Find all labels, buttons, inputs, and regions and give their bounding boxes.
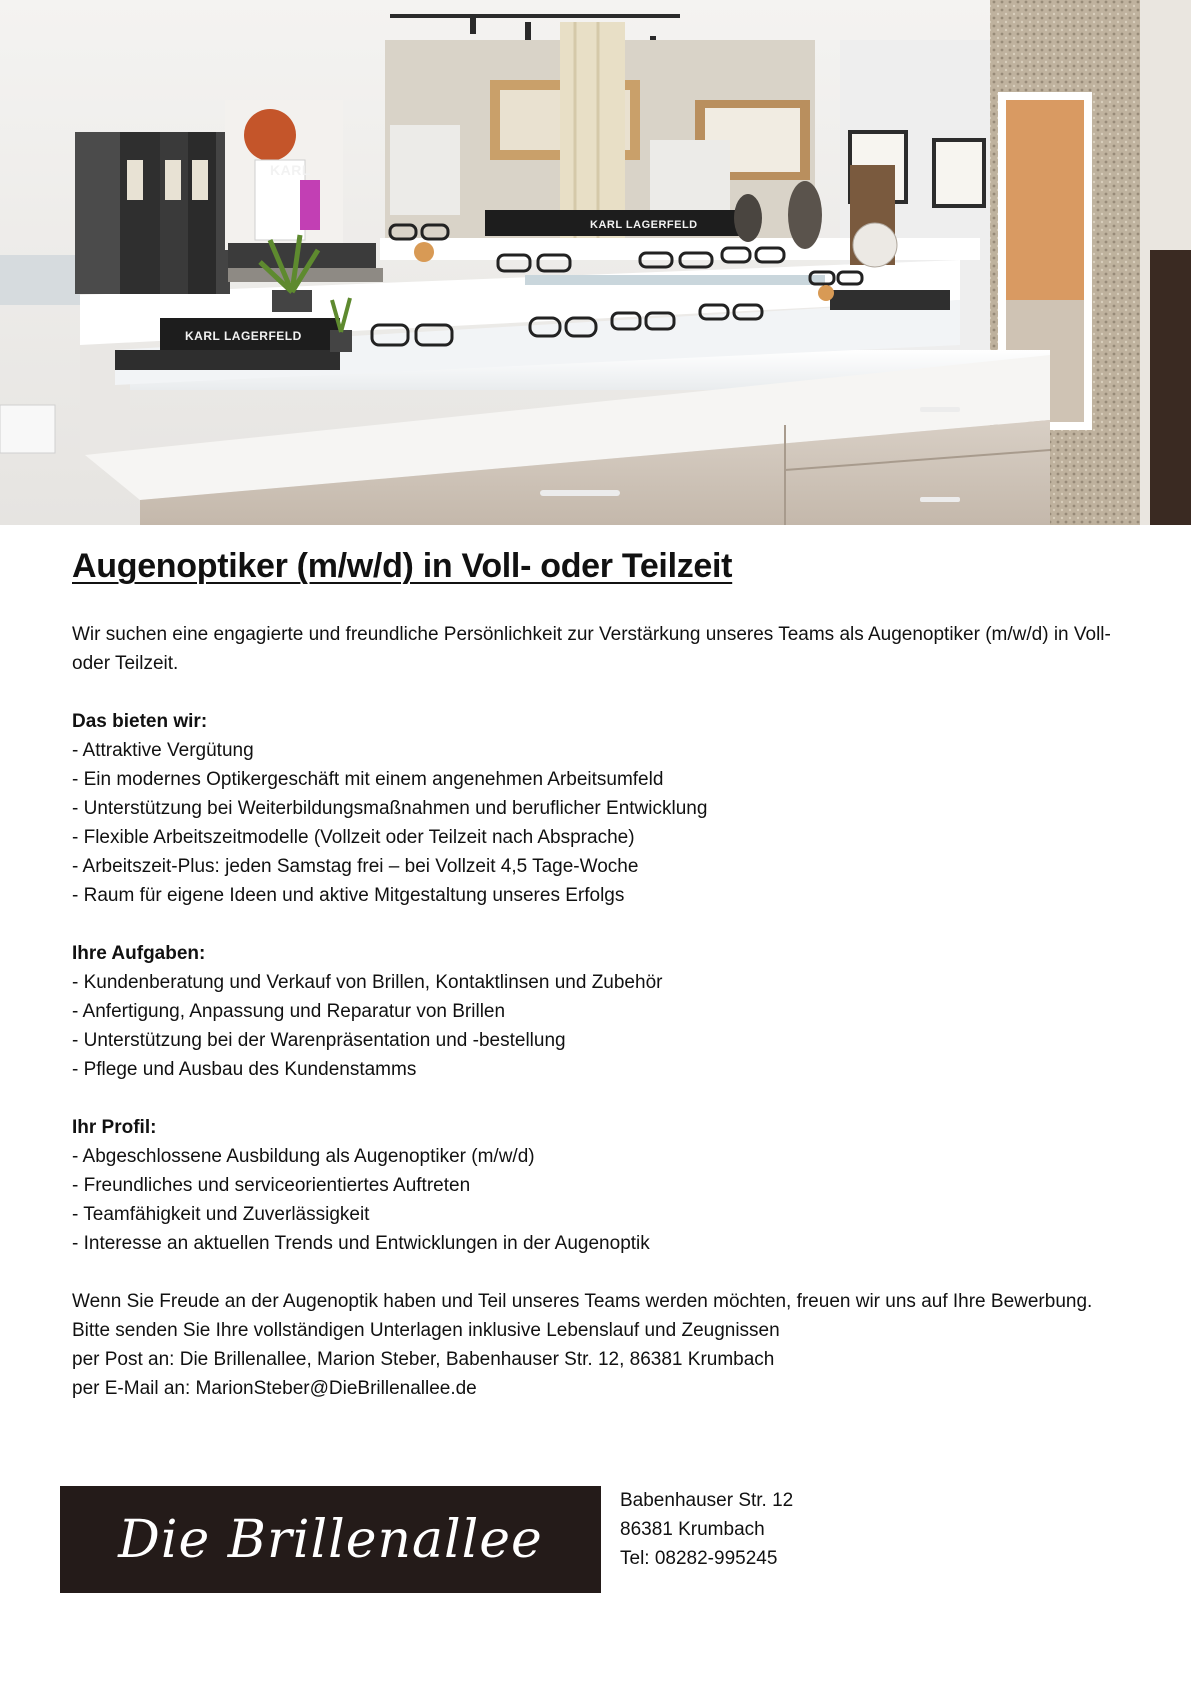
section-heading: Ihre Aufgaben: xyxy=(72,943,206,964)
closing-block xyxy=(72,1287,1132,1403)
city-address: 86381 Krumbach xyxy=(620,1519,765,1540)
logo-text: Die Brillenallee xyxy=(118,1509,543,1570)
postal-address: per Post an: Die Brillenallee, Marion Steber, Babenhauser Str. 12, 86381 Krumbach xyxy=(72,1349,775,1370)
application-instructions: Bitte senden Sie Ihre vollständigen Unterlagen inklusive Lebenslauf und Zeugnissen xyxy=(72,1320,780,1341)
profile-list xyxy=(72,1142,1132,1258)
job-title: Augenoptiker (m/w/d) in Voll- oder Teilzeit xyxy=(72,547,733,585)
section-heading: Ihr Profil: xyxy=(72,1117,157,1138)
list-item: - Abgeschlossene Ausbildung als Augenoptiker (m/w/d) xyxy=(72,1146,535,1167)
section-benefits xyxy=(72,707,1132,910)
section-heading: Das bieten wir: xyxy=(72,711,208,732)
list-item: - Unterstützung bei Weiterbildungsmaßnahmen und beruflicher Entwicklung xyxy=(72,798,708,819)
email-address[interactable]: per E-Mail an: MarionSteber@DieBrillenallee.de xyxy=(72,1378,477,1399)
list-item: - Ein modernes Optikergeschäft mit einem angenehmen Arbeitsumfeld xyxy=(72,769,664,790)
list-item: - Attraktive Vergütung xyxy=(72,740,254,761)
store-photo xyxy=(0,0,1191,525)
list-item: - Freundliches und serviceorientiertes Auftreten xyxy=(72,1175,471,1196)
phone-number: Tel: 08282-995245 xyxy=(620,1548,778,1569)
list-item: - Flexible Arbeitszeitmodelle (Vollzeit oder Teilzeit nach Absprache) xyxy=(72,827,635,848)
section-profile xyxy=(72,1113,1132,1258)
list-item: - Anfertigung, Anpassung und Reparatur von Brillen xyxy=(72,1001,506,1022)
brand-sign-left: KARL LAGERFELD xyxy=(185,329,302,343)
benefits-list xyxy=(72,736,1132,910)
closing-text: Wenn Sie Freude an der Augenoptik haben und Teil unseres Teams werden möchten, freuen wir uns auf Ihre Bewerbung. xyxy=(72,1291,1093,1312)
tasks-list xyxy=(72,968,1132,1084)
company-logo xyxy=(60,1486,601,1593)
brand-sign-top: KARL LAGERFELD xyxy=(590,219,698,231)
list-item: - Kundenberatung und Verkauf von Brillen, Kontaktlinsen und Zubehör xyxy=(72,972,663,993)
list-item: - Raum für eigene Ideen und aktive Mitgestaltung unseres Erfolgs xyxy=(72,885,625,906)
list-item: - Pflege und Ausbau des Kundenstamms xyxy=(72,1059,417,1080)
intro-text: Wir suchen eine engagierte und freundliche Persönlichkeit zur Verstärkung unseres Teams als Augenoptiker (m/w/d) in Voll- oder Teilzeit. xyxy=(72,624,1111,674)
list-item: - Unterstützung bei der Warenpräsentation und -bestellung xyxy=(72,1030,566,1051)
poster-text: KARL xyxy=(270,162,311,178)
section-tasks xyxy=(72,939,1132,1084)
list-item: - Arbeitszeit-Plus: jeden Samstag frei – bei Vollzeit 4,5 Tage-Woche xyxy=(72,856,639,877)
list-item: - Interesse an aktuellen Trends und Entwicklungen in der Augenoptik xyxy=(72,1233,650,1254)
street-address: Babenhauser Str. 12 xyxy=(620,1490,794,1511)
footer-contact xyxy=(620,1486,793,1573)
list-item: - Teamfähigkeit und Zuverlässigkeit xyxy=(72,1204,370,1225)
job-posting xyxy=(72,540,1132,1403)
